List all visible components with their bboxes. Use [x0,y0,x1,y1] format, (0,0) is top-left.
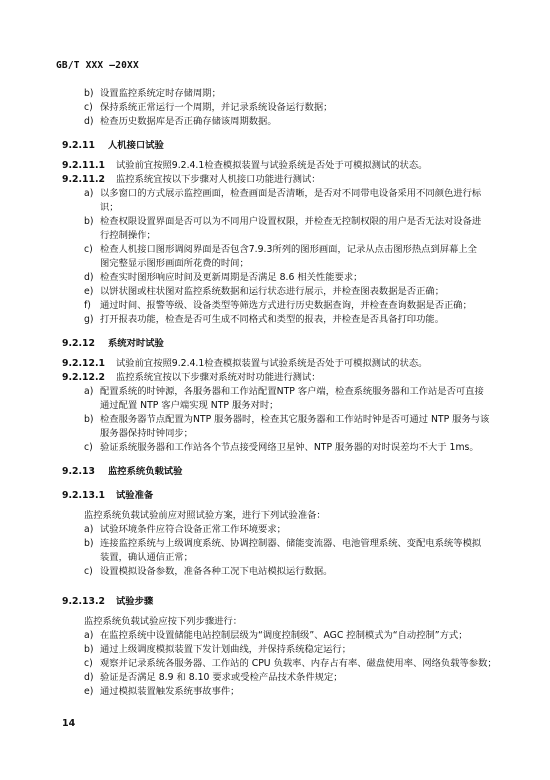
list-item-text: 观察并记录系统各服务器、工作站的 CPU 负载率、内存占有率、磁盘使用率、网络负载等参数； [100,658,497,669]
document-header: GB/T XXX —20XX [56,60,139,71]
list-item-text: 设置监控系统定时存储周期； [100,88,221,99]
list-marker: f) [84,300,91,311]
section-heading: 试验步骤 [116,596,154,607]
section-number: 9.2.12 [62,338,95,349]
list-marker: g) [84,314,94,325]
section-heading: 系统对时试验 [108,338,164,349]
clause-number: 9.2.12.2 [62,372,105,383]
list-item-text: 通过模拟装置触发系统事故事件； [100,686,240,697]
list-item-continuation: 识； [100,202,119,213]
list-item-text: 检查实时图形响应时间及更新周期是否满足 8.6 相关性能要求； [100,272,363,283]
clause-number: 9.2.12.1 [62,358,105,369]
list-marker: a) [84,188,94,199]
list-marker: c) [84,244,93,255]
clause-text: 试验前宜按照9.2.4.1检查模拟装置与试验系统是否处于可模拟测试的状态。 [116,160,428,171]
list-item-text: 验证是否满足 8.9 和 8.10 要求或受检产品技术条件规定； [100,672,343,683]
list-marker: b) [84,414,94,425]
list-item-text: 检查服务器节点配置为NTP 服务器时，检查其它服务器和工作站时钟是否可通过 NTP 服务与该 [100,414,490,425]
list-item-text: 以多窗口的方式展示监控画面，检查画面是否清晰，是否对不同带电设备采用不同颜色进行标 [100,188,482,199]
list-item-text: 配置系统的时钟源，各服务器和工作站配置NTP 客户端，检查系统服务器和工作站是否可直接 [100,386,484,397]
list-item-text: 连接监控系统与上级调度系统、协调控制器、储能变流器、电池管理系统、变配电系统等模拟 [100,538,482,549]
list-item-text: 设置模拟设备参数，准备各种工况下电站模拟运行数据。 [100,566,333,577]
list-marker: a) [84,386,94,397]
clause-text: 监控系统宜按以下步骤对系统对时功能进行测试： [116,372,321,383]
list-item-text: 通过上级调度模拟装置下发计划曲线，并保持系统稳定运行； [100,644,352,655]
list-item-text: 检查人机接口图形调阅界面是否包含7.9.3所列的图形画面，记录从点击图形热点到屏幕上全 [100,244,477,255]
list-item-text: 验证系统服务器和工作站各个节点接受网络卫星钟、NTP 服务器的对时误差均不大于 1ms。 [100,442,479,453]
list-item-text: 以饼状图或柱状图对监控系统数据和运行状态进行展示，并检查图表数据是否正确； [100,286,444,297]
list-item-continuation: 服务器保持时钟同步； [100,428,193,439]
paragraph-text: 监控系统负载试验应按下列步骤进行： [84,616,243,627]
list-marker: c) [84,658,93,669]
list-item-text: 试验环境条件应符合设备正常工作环境要求； [100,524,286,535]
section-heading: 人机接口试验 [108,140,164,151]
list-marker: c) [84,102,93,113]
list-item-continuation: 行控制操作； [100,230,156,241]
list-item-text: 保持系统正常运行一个周期，并记录系统设备运行数据； [100,102,333,113]
list-item-text: 检查历史数据库是否正确存储该周期数据。 [100,116,277,127]
list-marker: c) [84,566,93,577]
list-marker: d) [84,272,94,283]
page-number: 14 [62,718,76,729]
list-marker: d) [84,116,94,127]
clause-text: 试验前宜按照9.2.4.1检查模拟装置与试验系统是否处于可模拟测试的状态。 [116,358,428,369]
list-item-text: 打开报表功能，检查是否可生成不同格式和类型的报表，并检查是否具备打印功能。 [100,314,444,325]
paragraph-text: 监控系统负载试验前应对照试验方案，进行下列试验准备： [84,510,326,521]
list-marker: d) [84,672,94,683]
list-marker: e) [84,286,94,297]
list-marker: b) [84,538,94,549]
list-marker: e) [84,686,94,697]
list-marker: b) [84,216,94,227]
list-item-continuation: 装置，确认通信正常； [100,552,193,563]
section-number: 9.2.13.2 [62,596,105,607]
section-number: 9.2.13 [62,466,95,477]
list-item-text: 在监控系统中设置储能电站控制层级为“调度控制级”、AGC 控制模式为“自动控制”方式； [100,630,468,641]
list-item-continuation: 图完整显示图形画面所花费的时间； [100,258,249,269]
section-number: 9.2.13.1 [62,490,105,501]
list-marker: a) [84,630,94,641]
list-marker: b) [84,644,94,655]
list-marker: c) [84,442,93,453]
clause-text: 监控系统宜按以下步骤对人机接口功能进行测试： [116,174,321,185]
clause-number: 9.2.11.1 [62,160,105,171]
list-item-text: 检查权限设置界面是否可以为不同用户设置权限，并检查无控制权限的用户是否无法对设备进 [100,216,482,227]
list-item-text: 通过时间、报警等级、设备类型等筛选方式进行历史数据查询，并检查查询数据是否正确； [100,300,472,311]
section-heading: 监控系统负载试验 [108,466,183,477]
list-marker: b) [84,88,94,99]
clause-number: 9.2.11.2 [62,174,105,185]
list-item-continuation: 通过配置 NTP 客户端实现 NTP 服务对时； [100,400,279,411]
section-number: 9.2.11 [62,140,95,151]
list-marker: a) [84,524,94,535]
section-heading: 试验准备 [116,490,154,501]
